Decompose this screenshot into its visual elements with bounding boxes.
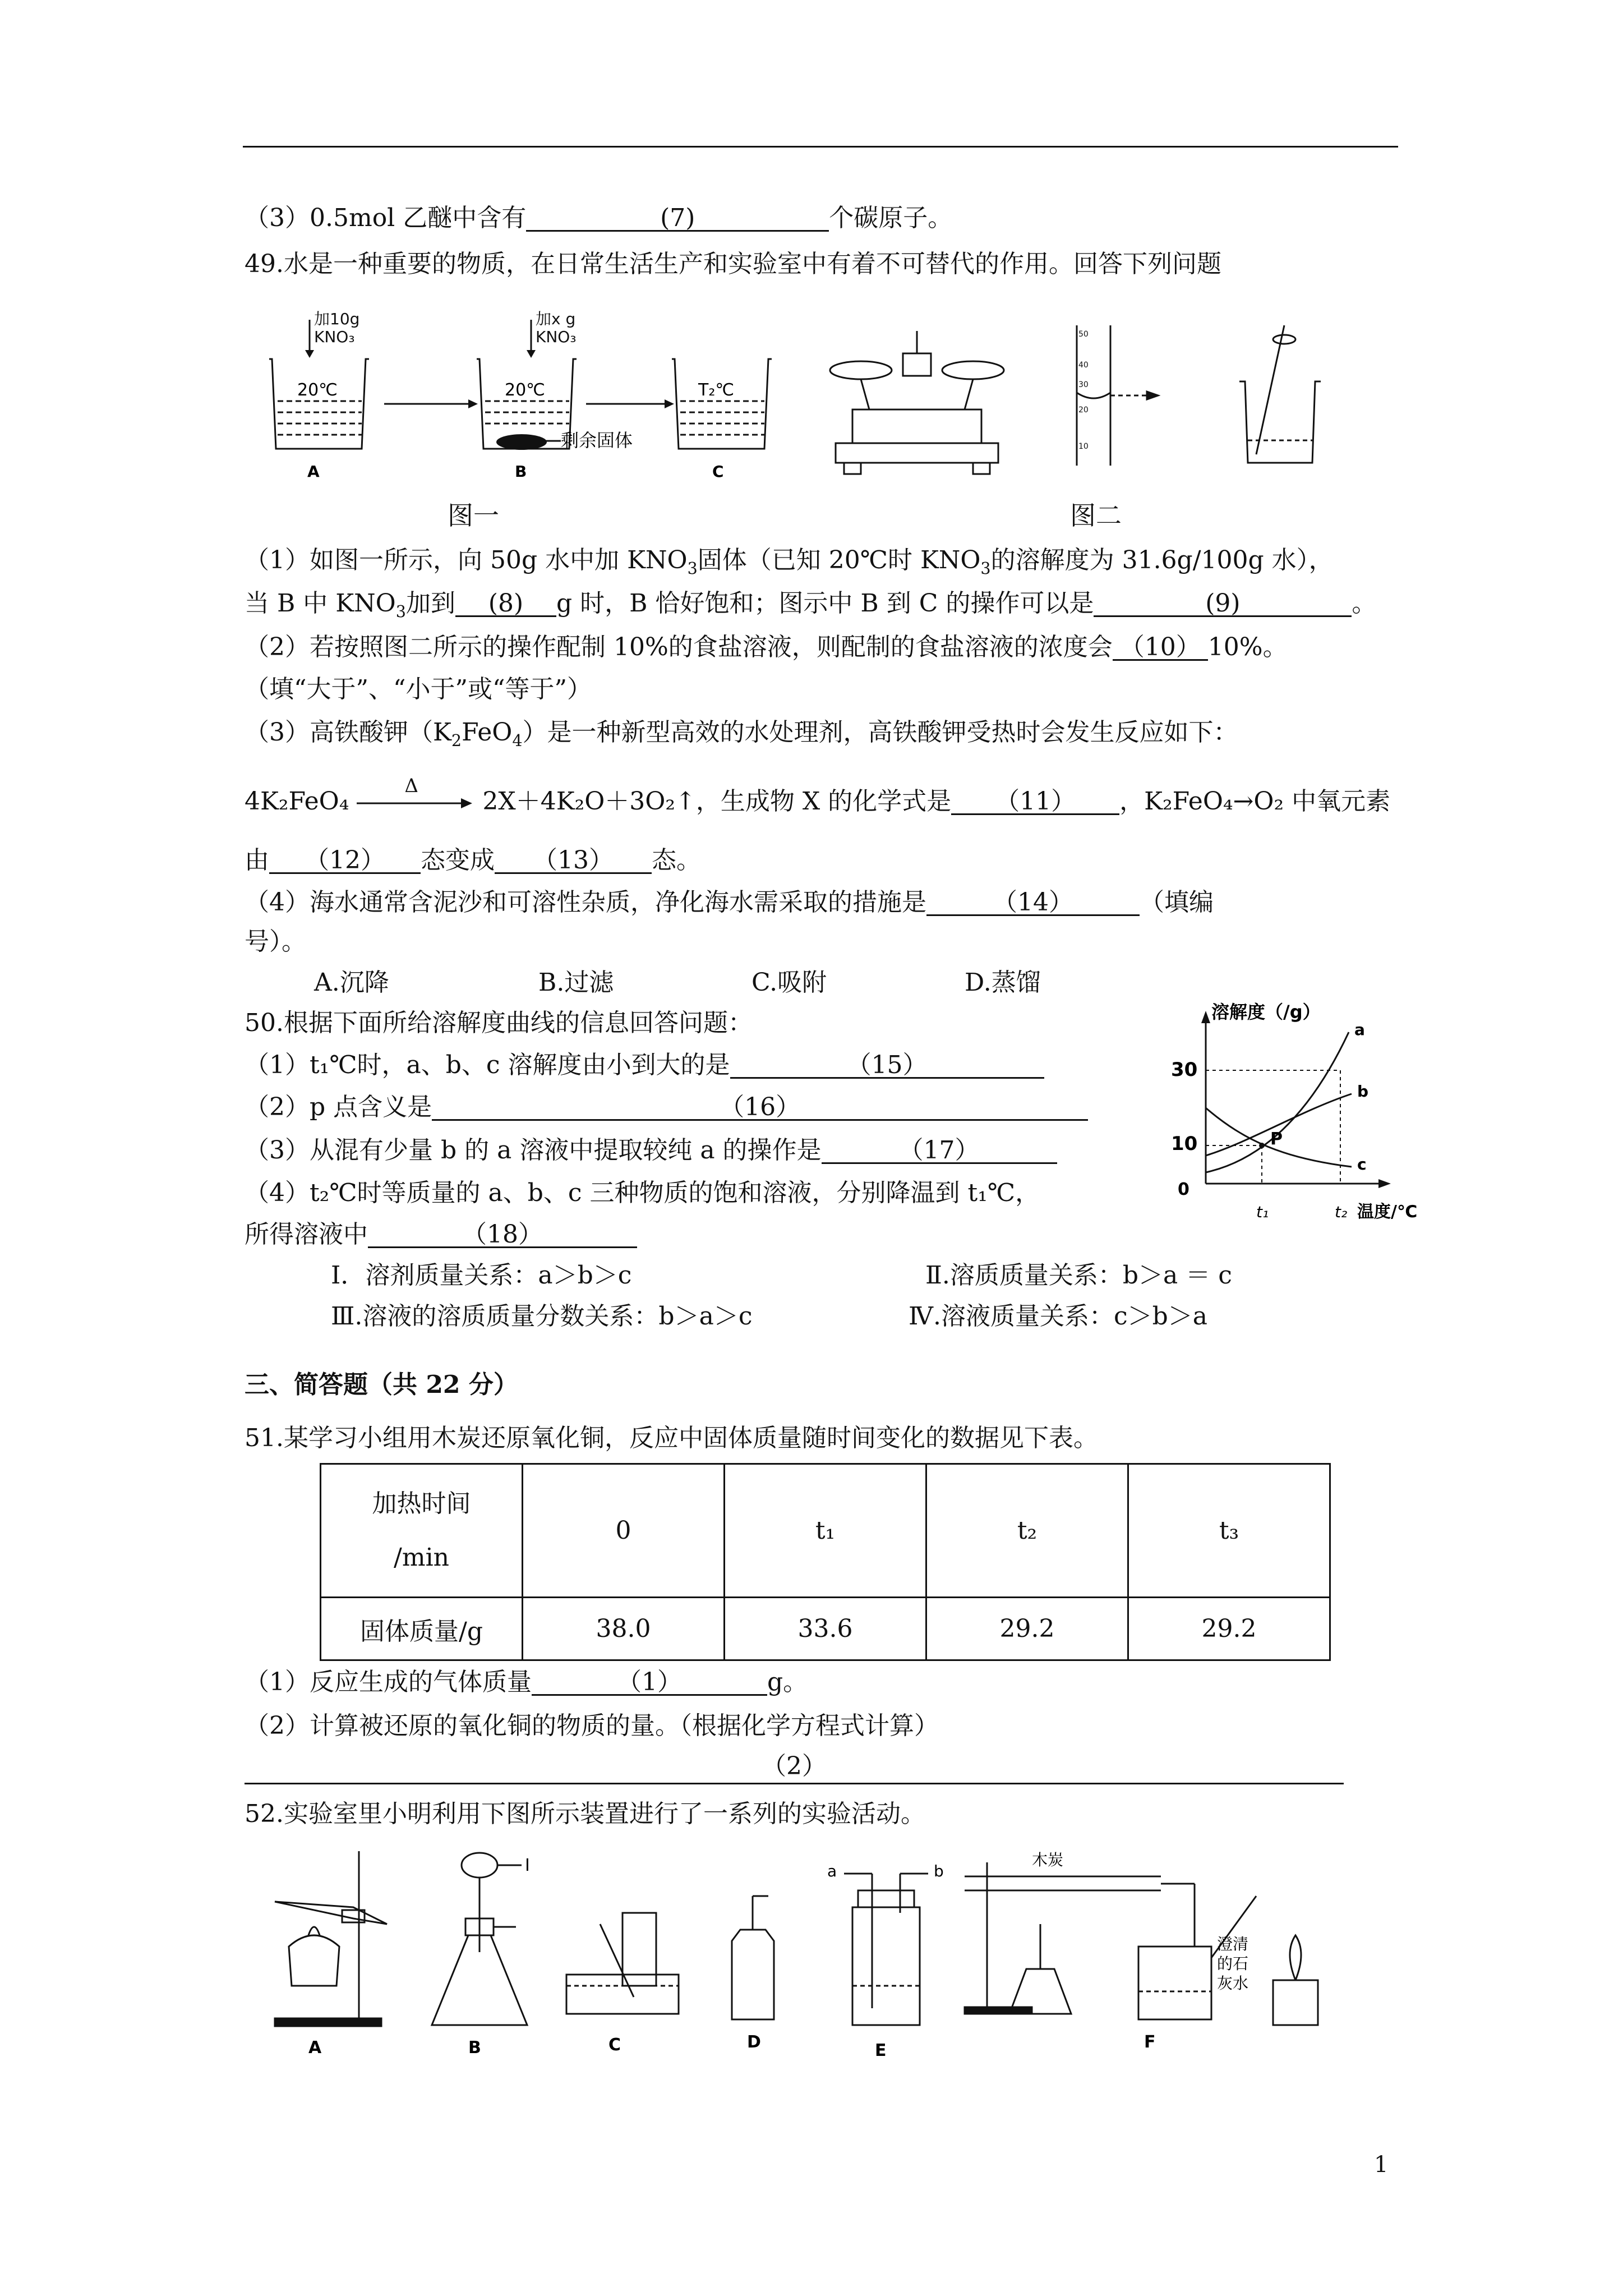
chart-t2: t₂ xyxy=(1335,1203,1348,1221)
q49-option-c: C.吸附 xyxy=(751,968,827,997)
apparatus-e xyxy=(844,1874,928,2025)
chart-b: b xyxy=(1357,1082,1369,1101)
q51-q1: （1）反应生成的气体质量 （1） g。 xyxy=(245,1666,808,1699)
q49-p3-line3: 由 （12） 态变成 （13） 态。 xyxy=(245,844,701,877)
blank-1[interactable]: （1） xyxy=(532,1666,767,1696)
q49-p1-line2: 当 B 中 $KNO_3$加到 (8) g 时，B 恰好饱和；图示中 B 到 C 的操作可以是 (9) 。 xyxy=(245,587,1376,628)
svg-text:B: B xyxy=(468,2038,481,2058)
table-row: 加热时间 /min 0 t₁ t₂ t₃ xyxy=(321,1464,1330,1598)
fig1-add2: 加x g xyxy=(536,310,576,328)
apparatus-f xyxy=(965,1862,1318,2025)
q50-choice-3: Ⅲ.溶液的溶质质量分数关系：b＞a＞c xyxy=(331,1302,753,1331)
chart-y30: 30 xyxy=(1171,1059,1198,1081)
blank-7[interactable]: (7) xyxy=(526,202,829,232)
svg-text:40: 40 xyxy=(1078,361,1089,370)
q50-q4a: （4）t₂℃时等质量的 a、b、c 三种物质的饱和溶液，分别降温到 t₁℃， xyxy=(245,1179,1040,1207)
q50-title: 50.根据下面所给溶解度曲线的信息回答问题： xyxy=(245,1009,753,1037)
q49-p4-line2: 号）。 xyxy=(245,927,306,956)
q49-p4-line1: （4）海水通常含泥沙和可溶性杂质，净化海水需采取的措施是 （14） （填编 xyxy=(245,886,1214,919)
blank-9[interactable]: (9) xyxy=(1094,587,1352,617)
q49-p3-line1: （3）高铁酸钾$(K_2FeO_4)$是一种新型高效的水处理剂，高铁酸钾受热时会发生反应如下： xyxy=(245,718,1238,750)
q49-option-d: D.蒸馏 xyxy=(965,968,1041,997)
svg-text:I: I xyxy=(525,1856,530,1875)
svg-text:C: C xyxy=(608,2035,621,2055)
header-rule xyxy=(243,146,1398,148)
q51-q2: （2）计算被还原的氧化铜的物质的量。（根据化学方程式计算） xyxy=(245,1711,939,1740)
svg-text:D: D xyxy=(747,2032,761,2052)
svg-text:20: 20 xyxy=(1078,406,1089,415)
solubility-chart xyxy=(1155,999,1436,1234)
q50-choice-1: Ⅰ．溶剂质量关系：a＞b＞c xyxy=(331,1261,632,1290)
svg-text:E: E xyxy=(875,2041,887,2060)
label-b: B xyxy=(515,462,527,481)
q50-choice-4: Ⅳ.溶液质量关系：c＞b＞a xyxy=(909,1302,1207,1331)
blank-15[interactable]: （15） xyxy=(730,1049,1044,1079)
stirring-beaker-icon xyxy=(1239,325,1321,463)
q51-title: 51.某学习小组用木炭还原氧化铜，反应中固体质量随时间变化的数据见下表。 xyxy=(245,1424,1098,1452)
chart-origin: 0 xyxy=(1178,1180,1189,1199)
svg-text:的石: 的石 xyxy=(1217,1954,1249,1973)
beaker-c-temp: T₂℃ xyxy=(698,380,735,400)
chart-p: P xyxy=(1270,1129,1283,1149)
apparatus-d xyxy=(732,1896,774,2019)
q50-choice-2: Ⅱ.溶质质量关系：b＞a ＝ c xyxy=(925,1261,1232,1290)
blank-12[interactable]: （12） xyxy=(269,844,421,874)
svg-text:灰水: 灰水 xyxy=(1217,1974,1249,1993)
page-number: 1 xyxy=(1374,2152,1389,2178)
blank-8[interactable]: (8) xyxy=(455,587,556,617)
table-header-mass: 固体质量/g xyxy=(321,1598,523,1660)
beaker-c xyxy=(672,359,772,449)
residue-label: 剩余固体 xyxy=(561,430,633,451)
svg-text:a: a xyxy=(827,1862,837,1880)
beaker-a xyxy=(269,359,369,449)
chart-y10: 10 xyxy=(1171,1133,1198,1155)
svg-text:50: 50 xyxy=(1078,330,1089,339)
blank-2[interactable]: （2） xyxy=(245,1750,1344,1784)
q50-q3: （3）从混有少量 b 的 a 溶液中提取较纯 a 的操作是 （17） xyxy=(245,1134,1057,1167)
q50-q4b: 所得溶液中 （18） xyxy=(245,1218,637,1251)
chart-xlabel: 温度/℃ xyxy=(1357,1202,1418,1222)
fig1-add1: 加10g xyxy=(314,310,360,328)
q49-p1-line1: （1）如图一所示，向 50g 水中加 $KNO_3$固体（已知 20℃时 $KNO_3$的溶解度为 31.6g/100g 水）， xyxy=(245,546,1334,578)
q50-q2: （2）p 点含义是 （16） xyxy=(245,1091,1088,1124)
label-c: C xyxy=(712,462,724,481)
graduated-cylinder-icon xyxy=(1077,325,1158,466)
blank-18[interactable]: （18） xyxy=(368,1218,637,1248)
section-3-title: 三、简答题（共 22 分） xyxy=(245,1370,518,1399)
q49-title: 49.水是一种重要的物质，在日常生活生产和实验室中有着不可替代的作用。回答下列问题 xyxy=(245,250,1221,278)
fig1-caption: 图一 xyxy=(448,500,499,531)
figure-lab-apparatus xyxy=(264,1840,1329,2064)
fig1-add1b: KNO₃ xyxy=(314,328,355,346)
q48-part3: （3）0.5mol 乙醚中含有 (7) 个碳原子。 xyxy=(245,202,952,234)
chart-t1: t₁ xyxy=(1256,1203,1269,1221)
svg-text:b: b xyxy=(934,1862,944,1880)
label-a: A xyxy=(307,462,320,481)
table-header-time: 加热时间 /min xyxy=(321,1464,523,1598)
balance-icon xyxy=(830,331,1004,474)
fig2-caption: 图二 xyxy=(1070,500,1122,531)
apparatus-a xyxy=(275,1851,387,2026)
apparatus-c xyxy=(566,1913,679,2014)
svg-text:A: A xyxy=(308,2038,322,2058)
svg-text:澄清: 澄清 xyxy=(1217,1935,1249,1953)
q49-p2-line2: （填“大于”、“小于”或“等于”） xyxy=(245,675,592,703)
chart-ylabel: 溶解度（/g） xyxy=(1211,1001,1321,1023)
chart-c: c xyxy=(1357,1155,1367,1174)
q49-option-b: B.过滤 xyxy=(538,968,614,997)
blank-16[interactable]: （16） xyxy=(432,1091,1088,1121)
blank-13[interactable]: （13） xyxy=(495,844,652,874)
fig1-add2b: KNO₃ xyxy=(536,328,577,346)
apparatus-b xyxy=(432,1853,527,2025)
figure-2-apparatus xyxy=(819,314,1436,488)
q51-data-table xyxy=(320,1463,1331,1661)
svg-text:木炭: 木炭 xyxy=(1032,1851,1064,1869)
q49-option-a: A.沉降 xyxy=(314,968,389,997)
blank-17[interactable]: （17） xyxy=(822,1134,1057,1164)
blank-11[interactable]: （11） xyxy=(951,785,1119,815)
svg-text:30: 30 xyxy=(1078,380,1089,389)
svg-text:10: 10 xyxy=(1078,442,1089,451)
beaker-b-temp: 20℃ xyxy=(505,380,545,400)
q49-p2-line1: （2）若按照图二所示的操作配制 10%的食盐溶液，则配制的食盐溶液的浓度会 （10） 10%。 xyxy=(245,631,1288,664)
svg-text:F: F xyxy=(1144,2032,1156,2052)
blank-14[interactable]: （14） xyxy=(926,886,1140,916)
q49-equation: 4K₂FeO₄ Δ 2X＋4K₂O＋3O₂↑，生成物 X 的化学式是 （11） ，K₂FeO₄→O₂ 中氧元素 xyxy=(245,774,1391,816)
q50-q1: （1）t₁℃时，a、b、c 溶解度由小到大的是 （15） xyxy=(245,1049,1044,1082)
beaker-a-temp: 20℃ xyxy=(297,380,338,400)
q52-title: 52.实验室里小明利用下图所示装置进行了一系列的实验活动。 xyxy=(245,1800,925,1828)
table-row: 固体质量/g 38.0 33.6 29.2 29.2 xyxy=(321,1598,1330,1660)
chart-a: a xyxy=(1354,1020,1365,1039)
figure-1-beakers xyxy=(247,303,808,488)
blank-10[interactable]: （10） xyxy=(1113,631,1208,661)
